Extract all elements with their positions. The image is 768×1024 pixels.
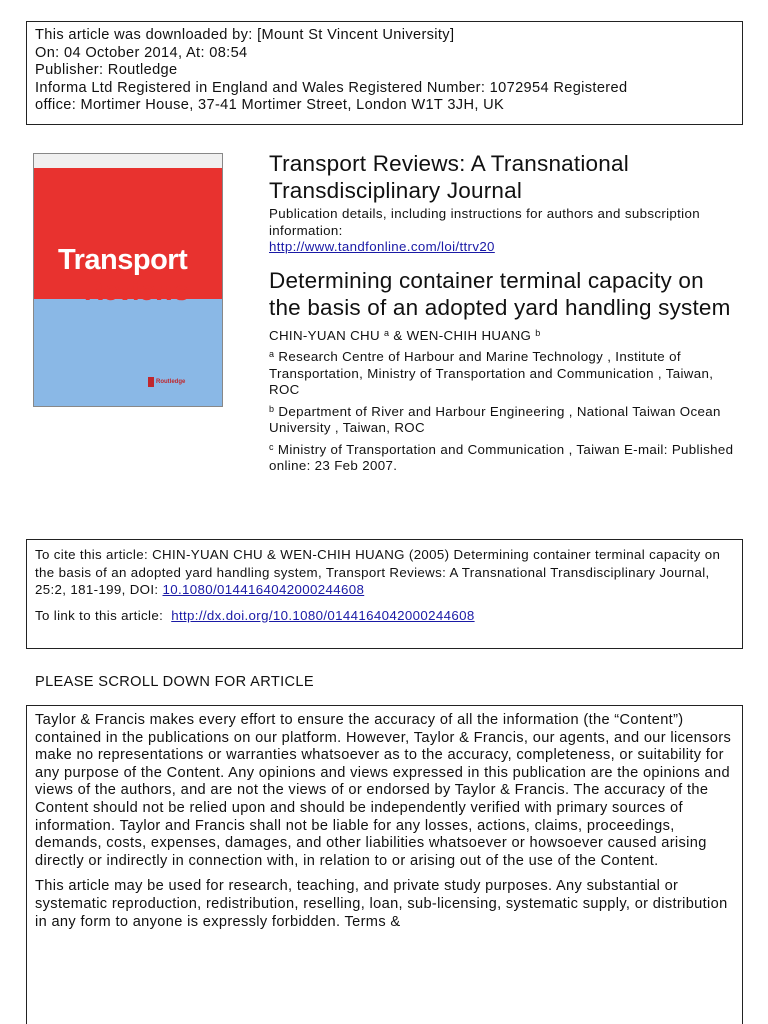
publisher-line: Publisher: Routledge — [35, 62, 178, 79]
journal-title: Transport Reviews: A Transnational Transdisciplinary Journal — [269, 151, 629, 203]
affiliation-b — [269, 404, 739, 437]
affiliation-a — [269, 349, 739, 399]
publisher-logo-text: Routledge — [156, 379, 186, 385]
article-link-label: To link to this article: — [35, 607, 164, 623]
cover-title-line1: Transport — [58, 244, 188, 276]
article-link-line — [35, 607, 734, 625]
journal-url-link[interactable]: http://www.tandfonline.com/loi/ttrv20 — [269, 239, 495, 254]
cover-title-line2: Reviews — [84, 276, 189, 306]
article-info — [269, 150, 739, 475]
citation-body: To cite this article: CHIN-YUAN CHU & WEN-CHIH HUANG (2005) Determining container terminal capacity on the basis of an adopted yard handling system, Transport Reviews: A Transnational Transdisciplinary Journal, 25:2, 181-199, DOI: — [35, 547, 721, 597]
cover-top-strip — [34, 154, 222, 168]
affiliation-marker: b — [269, 403, 275, 414]
article-title: Determining container terminal capacity on the basis of an adopted yard handling system — [269, 267, 731, 320]
author-affiliation-marker: a — [383, 327, 390, 338]
publication-details-text: Publication details, including instructions for authors and subscription information: — [269, 206, 700, 238]
affiliation-text: Ministry of Transportation and Communication , Taiwan E-mail: Published online: 23 Feb 2007. — [269, 441, 734, 473]
disclaimer-box — [26, 705, 743, 1024]
publisher-logo — [148, 377, 185, 387]
article-doi-url-link[interactable]: http://dx.doi.org/10.1080/0144164042000244608 — [171, 607, 475, 623]
registered-line: Informa Ltd Registered in England and Wales Registered Number: 1072954 Registered — [35, 79, 628, 96]
author-name: WEN-CHIH HUANG — [406, 327, 532, 343]
download-line: This article was downloaded by: [Mount St Vincent University] — [35, 27, 455, 43]
terms-paragraph: This article may be used for research, teaching, and private study purposes. Any substantial or systematic reproduction, redistribution, reselling, loan, sub-licensing, systematic supply, or distribution in any form to anyone is expressly forbidden. Terms & — [35, 878, 728, 930]
author-affiliation-marker: b — [535, 327, 541, 338]
affiliation-marker: a — [269, 349, 275, 359]
affiliation-marker: c — [269, 441, 274, 452]
author-name: CHIN-YUAN CHU — [269, 327, 380, 343]
office-line: office: Mortimer House, 37-41 Mortimer Street, London W1T 3JH, UK — [35, 97, 505, 114]
authors-line — [269, 328, 739, 345]
citation-text — [35, 546, 734, 599]
routledge-logo-icon — [148, 377, 154, 387]
doi-link[interactable]: 10.1080/0144164042000244608 — [162, 582, 365, 597]
scroll-notice: PLEASE SCROLL DOWN FOR ARTICLE — [35, 674, 314, 690]
affiliation-c — [269, 442, 739, 475]
disclaimer-paragraph: Taylor & Francis makes every effort to ensure the accuracy of all the information (the “Content”) contained in the publications on our platform. However, Taylor & Francis, our agents, and our licensors make no representations or warranties whatsoever as to the accuracy, completeness, or suitability for any purpose of the Content. Any opinions and views expressed in this publication are the opinions and views of the authors, and are not the views of or endorsed by Taylor & Francis. The accuracy of the Content should not be relied upon and should be independently verified with primary sources of information. Taylor and Francis shall not be liable for any losses, actions, claims, proceedings, demands, costs, expenses, damages, and other liabilities whatsoever or howsoever caused arising directly or indirectly in connection with, in relation to or arising out of the use of the Content. — [35, 712, 732, 869]
citation-box — [26, 539, 743, 649]
author-separator: & — [393, 327, 403, 343]
journal-cover-image — [33, 153, 223, 407]
publication-details — [269, 206, 739, 256]
affiliation-text: Research Centre of Harbour and Marine Technology , Institute of Transportation, Ministry of Transportation and Communication , Taiwan, ROC — [269, 349, 714, 397]
download-date-line: On: 04 October 2014, At: 08:54 — [35, 44, 248, 61]
affiliation-text: Department of River and Harbour Engineering , National Taiwan Ocean University , Taiwan, ROC — [269, 403, 721, 435]
download-info-box — [26, 21, 743, 125]
